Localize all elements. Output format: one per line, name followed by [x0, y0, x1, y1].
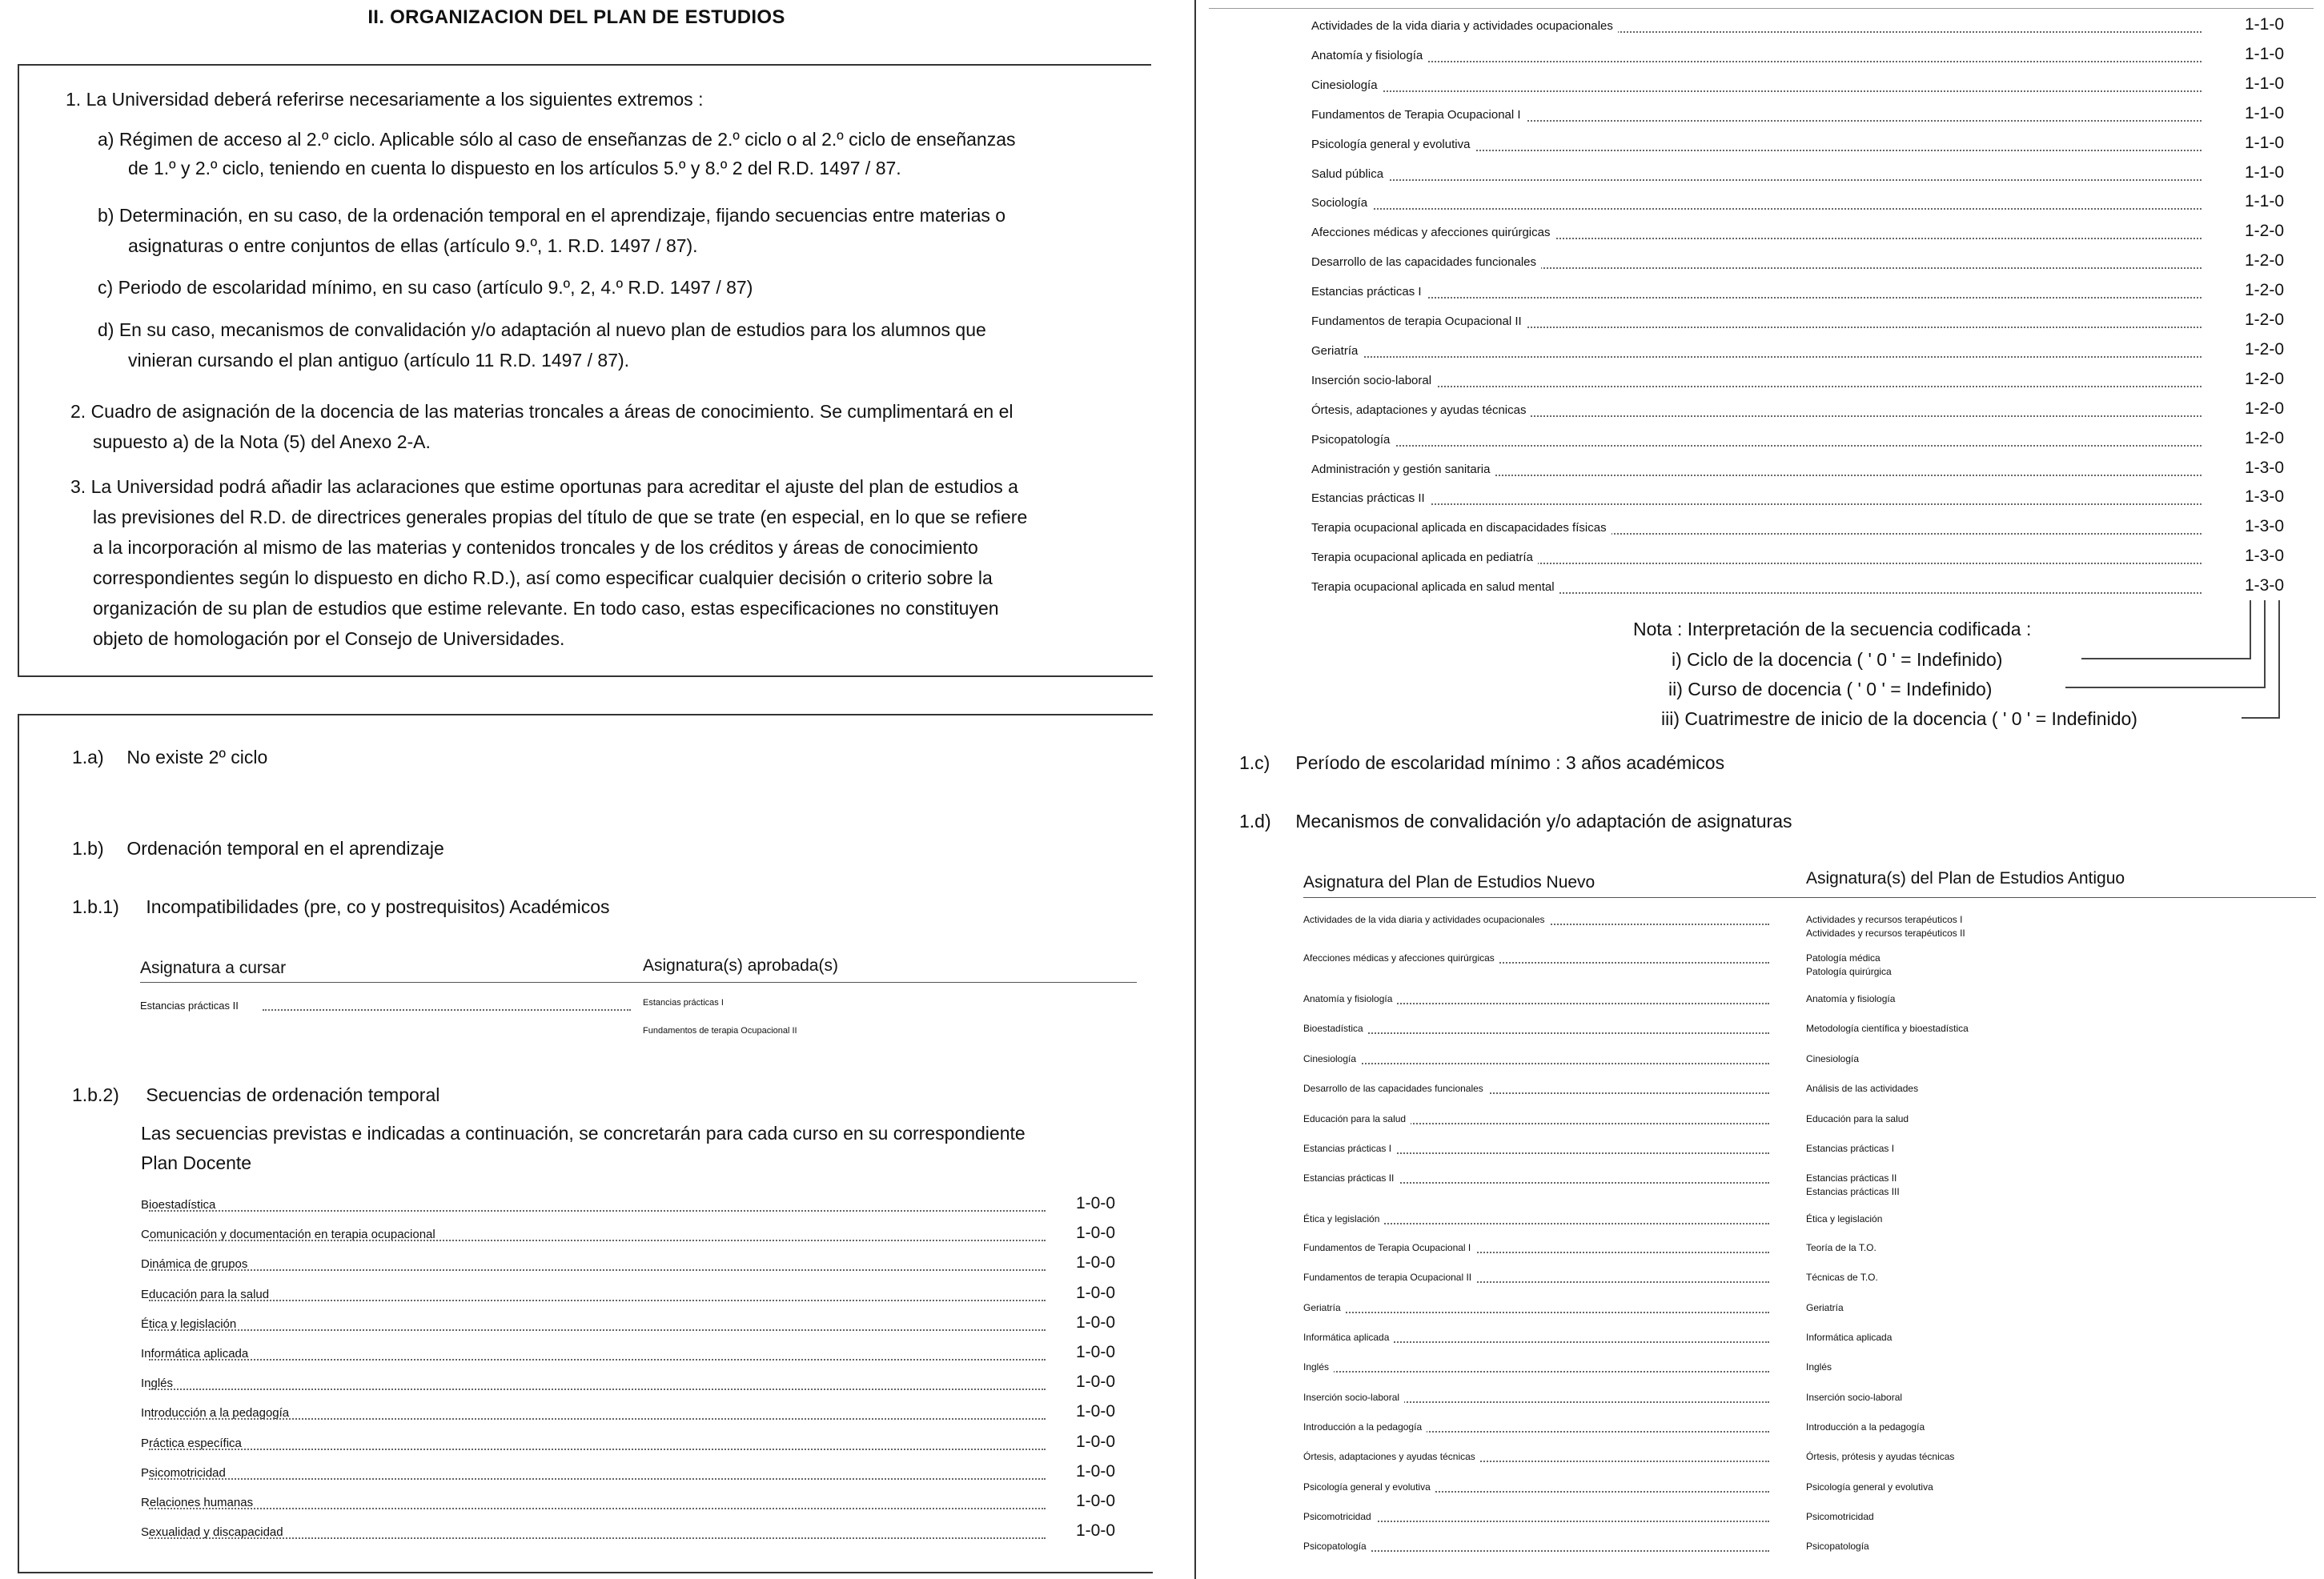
section-1b — [72, 838, 444, 860]
sequence-code: 1-0-0 — [1073, 1402, 1115, 1421]
sequence-dots — [149, 1389, 1046, 1390]
intro-p3-line: objeto de homologación por el Consejo de Universidades. — [93, 628, 565, 649]
item-c-line1: Periodo de escolaridad mínimo, en su caso (artículo 9.º, 2, 4.º R.D. 1497 / 87) — [118, 277, 753, 298]
sequence-dots — [149, 1508, 1046, 1509]
sequence-code: 1-0-0 — [1073, 1253, 1115, 1272]
sequence-dots — [149, 1240, 1046, 1241]
section-1d-number: 1.d) — [1239, 811, 1271, 832]
sequence-dots — [1313, 386, 2202, 387]
conv-old-subject: Estancias prácticas III — [1806, 1186, 1900, 1197]
sequence-dots — [1313, 179, 2202, 181]
sequence-dots — [1313, 297, 2202, 299]
section-1b2-desc2: Plan Docente — [141, 1152, 252, 1173]
sequence-code: 1-0-0 — [1073, 1194, 1115, 1213]
sequence-subject: Bioestadística — [141, 1198, 216, 1212]
incompat-approved-2: Fundamentos de terapia Ocupacional II — [643, 1026, 797, 1036]
conv-new-subject: Fundamentos de Terapia Ocupacional I — [1303, 1242, 1475, 1253]
conv-old-subject: Inglés — [1806, 1361, 1832, 1373]
conv-col2-header: Asignatura(s) del Plan de Estudios Antiguo — [1806, 869, 2125, 888]
conv-old-subject: Educación para la salud — [1806, 1113, 1909, 1124]
sequence-code: 1-1-0 — [2242, 45, 2284, 64]
conv-new-subject: Actividades de la vida diaria y actividades ocupacionales — [1303, 914, 1550, 925]
conv-new-subject: Afecciones médicas y afecciones quirúrgicas — [1303, 952, 1499, 964]
incompat-header-rule — [140, 982, 1137, 983]
item-c-label: c) — [98, 277, 114, 298]
sequence-dots — [149, 1329, 1046, 1331]
sequence-subject: Administración y gestión sanitaria — [1311, 463, 1495, 476]
conv-new-subject: Ética y legislación — [1303, 1213, 1384, 1224]
conv-header-rule — [1303, 897, 2316, 898]
conv-old-subject: Geriatría — [1806, 1302, 1844, 1313]
conv-new-subject: Estancias prácticas II — [1303, 1172, 1399, 1184]
conv-new-subject: Psicomotricidad — [1303, 1511, 1376, 1522]
sequence-dots — [1313, 503, 2202, 505]
sequence-subject: Estancias prácticas II — [1311, 491, 1430, 505]
conv-new-subject: Desarrollo de las capacidades funcionales — [1303, 1083, 1488, 1094]
sequence-code: 1-0-0 — [1073, 1284, 1115, 1303]
section-1b1-text: Incompatibilidades (pre, co y postrequisitos) Académicos — [146, 896, 610, 917]
sequence-subject: Práctica específica — [141, 1436, 242, 1450]
sequence-code: 1-1-0 — [2242, 15, 2284, 34]
sequence-dots — [149, 1478, 1046, 1480]
item-d-line1: En su caso, mecanismos de convalidación y/o adaptación al nuevo plan de estudios para los alumnos que — [118, 319, 986, 340]
conv-new-subject: Geriatría — [1303, 1302, 1346, 1313]
column-divider — [1194, 0, 1196, 1579]
section-1c — [1239, 752, 1724, 774]
sequence-code: 1-3-0 — [2242, 517, 2284, 536]
sequence-dots — [1313, 208, 2202, 210]
section-1b1 — [72, 896, 610, 918]
conv-old-subject: Patología quirúrgica — [1806, 966, 1892, 977]
sequence-subject: Geriatría — [1311, 344, 1363, 358]
item-a-line1: Régimen de acceso al 2.º ciclo. Aplicable sólo al caso de enseñanzas de 2.º ciclo o al 2.º ciclo de enseñanzas — [118, 129, 1016, 150]
incompat-subject: Estancias prácticas II — [140, 1000, 239, 1012]
section-1b-text: Ordenación temporal en el aprendizaje — [126, 838, 444, 859]
intro-p3-line: correspondientes según lo dispuesto en dicho R.D.), así como especificar cualquier decisión o criterio sobre la — [93, 567, 993, 588]
note-bracket-iii — [2242, 600, 2280, 719]
conv-old-subject: Patología médica — [1806, 952, 1880, 964]
sequence-subject: Educación para la salud — [141, 1287, 270, 1301]
item-b-line2: asignaturas o entre conjuntos de ellas (artículo 9.º, 1. R.D. 1497 / 87). — [128, 235, 698, 256]
sequence-code: 1-2-0 — [2242, 281, 2284, 300]
sequence-code: 1-0-0 — [1073, 1343, 1115, 1362]
sequence-dots — [149, 1269, 1046, 1271]
conv-old-subject: Estancias prácticas II — [1806, 1172, 1897, 1184]
conv-old-subject: Actividades y recursos terapéuticos II — [1806, 928, 1965, 939]
sequence-subject: Actividades de la vida diaria y actividades ocupacionales — [1311, 19, 1618, 33]
conv-new-subject: Informática aplicada — [1303, 1332, 1394, 1343]
sequence-subject: Inserción socio-laboral — [1311, 374, 1436, 387]
sequence-dots — [149, 1300, 1046, 1301]
sequence-subject: Terapia ocupacional aplicada en discapacidades físicas — [1311, 521, 1612, 535]
sequence-code: 1-3-0 — [2242, 547, 2284, 566]
conv-new-subject: Bioestadística — [1303, 1023, 1368, 1034]
item-b-label: b) — [98, 205, 114, 226]
conv-new-subject: Psicopatología — [1303, 1541, 1371, 1552]
sequence-subject: Sociología — [1311, 196, 1372, 210]
sequence-code: 1-2-0 — [2242, 429, 2284, 448]
conv-col1-header: Asignatura del Plan de Estudios Nuevo — [1303, 873, 1595, 892]
conv-old-subject: Técnicas de T.O. — [1806, 1272, 1878, 1283]
sequence-code: 1-1-0 — [2242, 163, 2284, 182]
intro-p1: 1. La Universidad deberá referirse necesariamente a los siguientes extremos : — [66, 89, 704, 110]
sequence-code: 1-1-0 — [2242, 192, 2284, 211]
conv-old-subject: Informática aplicada — [1806, 1332, 1893, 1343]
conv-old-subject: Inserción socio-laboral — [1806, 1392, 1903, 1403]
sequence-subject: Introducción a la pedagogía — [141, 1406, 290, 1421]
sequence-dots — [1313, 90, 2202, 92]
conv-old-subject: Teoría de la T.O. — [1806, 1242, 1876, 1253]
sequence-subject: Afecciones médicas y afecciones quirúrgicas — [1311, 226, 1555, 239]
sequence-code: 1-2-0 — [2242, 251, 2284, 271]
item-d-label: d) — [98, 319, 114, 340]
sequence-code: 1-0-0 — [1073, 1224, 1115, 1243]
conv-new-subject: Fundamentos de terapia Ocupacional II — [1303, 1272, 1476, 1283]
item-b — [98, 200, 1005, 230]
conv-old-subject: Estancias prácticas I — [1806, 1143, 1895, 1154]
sequence-code: 1-0-0 — [1073, 1521, 1115, 1541]
sequence-subject: Dinámica de grupos — [141, 1257, 248, 1272]
note-bracket-ii — [2065, 600, 2266, 688]
note-i: i) Ciclo de la docencia ( ' 0 ' = Indefinido) — [1672, 649, 2003, 670]
conv-dots — [1305, 1032, 1769, 1034]
sequence-subject: Anatomía y fisiología — [1311, 49, 1427, 62]
sequence-subject: Psicopatología — [1311, 433, 1395, 447]
conv-new-subject: Inserción socio-laboral — [1303, 1392, 1404, 1403]
sequence-code: 1-0-0 — [1073, 1373, 1115, 1392]
conv-dots — [1305, 1063, 1769, 1064]
sequence-dots — [1313, 61, 2202, 62]
right-top-rule — [1209, 8, 2314, 9]
sequence-code: 1-0-0 — [1073, 1462, 1115, 1481]
sequence-subject: Inglés — [141, 1377, 174, 1391]
page-title: II. ORGANIZACION DEL PLAN DE ESTUDIOS — [367, 6, 785, 28]
sequence-code: 1-1-0 — [2242, 104, 2284, 123]
sequence-subject: Desarrollo de las capacidades funcionales — [1311, 255, 1541, 269]
sequence-subject: Terapia ocupacional aplicada en salud mental — [1311, 580, 1559, 594]
conv-new-subject: Anatomía y fisiología — [1303, 993, 1397, 1004]
conv-new-subject: Órtesis, adaptaciones y ayudas técnicas — [1303, 1451, 1480, 1462]
sequence-subject: Informática aplicada — [141, 1347, 249, 1361]
item-a-label: a) — [98, 129, 114, 150]
section-1c-number: 1.c) — [1239, 752, 1270, 773]
sequence-code: 1-2-0 — [2242, 340, 2284, 359]
item-a-line2: de 1.º y 2.º ciclo, teniendo en cuenta lo dispuesto en los artículos 5.º y 8.º 2 del R.D. 1497 / 87. — [128, 158, 901, 178]
sequence-code: 1-2-0 — [2242, 311, 2284, 330]
sequence-subject: Comunicación y documentación en terapia ocupacional — [141, 1228, 435, 1242]
conv-new-subject: Psicología general y evolutiva — [1303, 1481, 1435, 1493]
section-1c-text: Período de escolaridad mínimo : 3 años académicos — [1295, 752, 1725, 773]
note-iii: iii) Cuatrimestre de inicio de la docencia ( ' 0 ' = Indefinido) — [1661, 708, 2137, 729]
sequence-code: 1-0-0 — [1073, 1433, 1115, 1452]
sequence-code: 1-3-0 — [2242, 576, 2284, 595]
conv-dots — [1305, 1550, 1769, 1552]
sequence-code: 1-3-0 — [2242, 459, 2284, 478]
conv-dots — [1305, 1312, 1769, 1313]
sequence-code: 1-0-0 — [1073, 1313, 1115, 1333]
sequence-code: 1-2-0 — [2242, 399, 2284, 419]
section-1b2-desc1: Las secuencias previstas e indicadas a continuación, se concretarán para cada curso en su correspondiente — [141, 1123, 1026, 1144]
sequence-subject: Terapia ocupacional aplicada en pediatría — [1311, 551, 1538, 564]
conv-new-subject: Inglés — [1303, 1361, 1334, 1373]
conv-old-subject: Actividades y recursos terapéuticos I — [1806, 914, 1963, 925]
sequence-subject: Órtesis, adaptaciones y ayudas técnicas — [1311, 403, 1531, 417]
incompat-col1-header: Asignatura a cursar — [140, 959, 287, 977]
sequence-dots — [149, 1210, 1046, 1212]
conv-old-subject: Órtesis, prótesis y ayudas técnicas — [1806, 1451, 1955, 1462]
section-1d-text: Mecanismos de convalidación y/o adaptación de asignaturas — [1295, 811, 1792, 832]
item-c — [98, 272, 753, 303]
conv-old-subject: Ética y legislación — [1806, 1213, 1883, 1224]
section-1a-text: No existe 2º ciclo — [126, 747, 268, 767]
conv-dots — [1305, 1371, 1769, 1373]
sequence-subject: Estancias prácticas I — [1311, 285, 1427, 299]
item-a — [98, 124, 1118, 154]
incompat-approved-1: Estancias prácticas I — [643, 998, 724, 1008]
sequence-subject: Psicología general y evolutiva — [1311, 138, 1475, 151]
intro-p2-line1: 2. Cuadro de asignación de la docencia de las materias troncales a áreas de conocimiento. Se cumplimentará en el — [70, 401, 1013, 422]
sequence-subject: Psicomotricidad — [141, 1465, 226, 1480]
section-1b2 — [72, 1084, 440, 1106]
note-ii: ii) Curso de docencia ( ' 0 ' = Indefinido) — [1668, 679, 1993, 699]
section-1b-number: 1.b) — [72, 838, 104, 859]
sequence-dots — [149, 1449, 1046, 1450]
item-b-line1: Determinación, en su caso, de la ordenación temporal en el aprendizaje, fijando secuencias entre materias o — [118, 205, 1006, 226]
intro-p3-line: a la incorporación al mismo de las materias y contenidos troncales y de los créditos y áreas de conocimiento — [93, 537, 978, 558]
conv-new-subject: Introducción a la pedagogía — [1303, 1421, 1427, 1433]
conv-old-subject: Análisis de las actividades — [1806, 1083, 1919, 1094]
sequence-dots — [149, 1418, 1046, 1420]
sequence-dots — [1313, 445, 2202, 447]
conv-old-subject: Psicomotricidad — [1806, 1511, 1874, 1522]
sequence-subject: Fundamentos de Terapia Ocupacional I — [1311, 108, 1526, 122]
conv-new-subject: Educación para la salud — [1303, 1113, 1411, 1124]
sequence-code: 1-3-0 — [2242, 487, 2284, 507]
sequence-subject: Cinesiología — [1311, 78, 1383, 92]
conv-old-subject: Anatomía y fisiología — [1806, 993, 1896, 1004]
sequence-code: 1-1-0 — [2242, 134, 2284, 153]
intro-p3-line: 3. La Universidad podrá añadir las aclaraciones que estime oportunas para acreditar el ajuste del plan de estudios a — [70, 476, 1018, 497]
incompat-col2-header: Asignatura(s) aprobada(s) — [643, 956, 838, 975]
incompat-dots — [263, 1009, 631, 1011]
intro-p2-line2: supuesto a) de la Nota (5) del Anexo 2-A. — [93, 431, 431, 452]
intro-p3-line: las previsiones del R.D. de directrices generales propias del título de que se trate (en especial, en lo que se refiere — [93, 507, 1028, 527]
sequence-subject: Ética y legislación — [141, 1317, 237, 1331]
sequence-code: 1-2-0 — [2242, 222, 2284, 241]
sequence-code: 1-2-0 — [2242, 370, 2284, 389]
sequence-subject: Sexualidad y discapacidad — [141, 1525, 283, 1540]
sequence-code: 1-0-0 — [1073, 1492, 1115, 1511]
sequence-subject: Salud pública — [1311, 167, 1388, 181]
conv-old-subject: Cinesiología — [1806, 1053, 1860, 1064]
section-1d — [1239, 811, 1792, 832]
section-1b1-number: 1.b.1) — [72, 896, 119, 917]
sequence-dots — [149, 1359, 1046, 1361]
sequence-dots — [1313, 356, 2202, 358]
section-1b2-text: Secuencias de ordenación temporal — [146, 1084, 440, 1105]
item-d-line2: vinieran cursando el plan antiguo (artículo 11 R.D. 1497 / 87). — [128, 350, 630, 371]
section-1b2-number: 1.b.2) — [72, 1084, 119, 1105]
sequence-code: 1-1-0 — [2242, 74, 2284, 94]
intro-p3-line: organización de su plan de estudios que estime relevante. En todo caso, estas especificaciones no constituyen — [93, 598, 999, 619]
conv-old-subject: Metodología científica y bioestadística — [1806, 1023, 1969, 1034]
note-title: Nota : Interpretación de la secuencia codificada : — [1633, 619, 2032, 639]
sequence-dots — [149, 1537, 1046, 1539]
conv-new-subject: Estancias prácticas I — [1303, 1143, 1396, 1154]
sequence-subject: Relaciones humanas — [141, 1496, 254, 1509]
conv-old-subject: Introducción a la pedagogía — [1806, 1421, 1925, 1433]
item-d — [98, 315, 986, 345]
conv-new-subject: Cinesiología — [1303, 1053, 1361, 1064]
conv-old-subject: Psicología general y evolutiva — [1806, 1481, 1933, 1493]
sequence-subject: Fundamentos de terapia Ocupacional II — [1311, 315, 1527, 328]
section-1a — [72, 747, 267, 768]
conv-old-subject: Psicopatología — [1806, 1541, 1869, 1552]
section-1a-number: 1.a) — [72, 747, 104, 767]
